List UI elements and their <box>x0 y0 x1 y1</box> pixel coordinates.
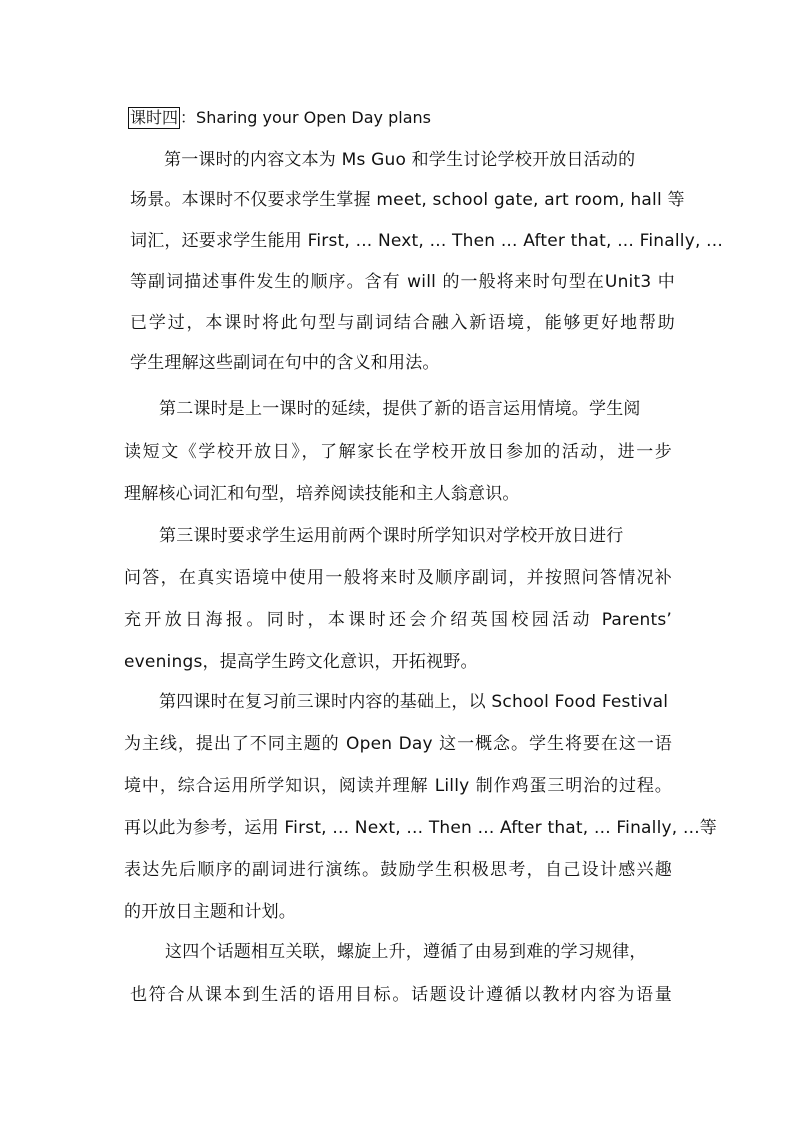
paragraph-line: 学生理解这些副词在句中的含义和用法。 <box>130 353 440 373</box>
paragraph-line: 场景。本课时不仅要求学生掌握 meet, school gate, art room, hall 等 <box>130 190 685 210</box>
paragraph-line: 为主线，提出了不同主题的 Open Day 这一概念。学生将要在这一语 <box>124 734 672 754</box>
paragraph-line: 再以此为参考，运用 First, ... Next, ... Then ... After that, ... Finally, ...等 <box>124 818 717 838</box>
paragraph-line: 问答，在真实语境中使用一般将来时及顺序副词，并按照问答情况补 <box>124 568 672 588</box>
lesson-title: Sharing your Open Day plans <box>196 108 431 127</box>
paragraph-line: 境中，综合运用所学知识，阅读并理解 Lilly 制作鸡蛋三明治的过程。 <box>124 776 672 796</box>
paragraph-line: 第三课时要求学生运用前两个课时所学知识对学校开放日进行 <box>159 526 624 546</box>
paragraph-line: evenings，提高学生跨文化意识，开拓视野。 <box>124 652 478 672</box>
paragraph-line: 表达先后顺序的副词进行演练。鼓励学生积极思考，自己设计感兴趣 <box>124 860 672 880</box>
lesson-label-box: 课时四 <box>130 108 179 127</box>
paragraph-line: 读短文《学校开放日》，了解家长在学校开放日参加的活动，进一步 <box>124 442 672 462</box>
lesson-heading <box>128 106 431 130</box>
paragraph-line: 充开放日海报。同时，本课时还会介绍英国校园活动 Parents’ <box>124 610 672 630</box>
paragraph-line: 等副词描述事件发生的顺序。含有 will 的一般将来时句型在Unit3 中 <box>130 272 675 292</box>
paragraph-line: 第四课时在复习前三课时内容的基础上，以 School Food Festival <box>159 692 669 712</box>
paragraph-line: 词汇，还要求学生能用 First, ... Next, ... Then ... After that, ... Finally, ... <box>130 231 723 251</box>
paragraph-line: 的开放日主题和计划。 <box>124 902 296 922</box>
paragraph-line: 第一课时的内容文本为 Ms Guo 和学生讨论学校开放日活动的 <box>164 150 636 170</box>
paragraph-line: 理解核心词汇和句型，培养阅读技能和主人翁意识。 <box>124 484 520 504</box>
paragraph-line: 这四个话题相互关联，螺旋上升，遵循了由易到难的学习规律， <box>165 942 647 962</box>
heading-separator: ： <box>180 108 197 127</box>
paragraph-line: 也符合从课本到生活的语用目标。话题设计遵循以教材内容为语量 <box>130 985 672 1005</box>
paragraph-line: 第二课时是上一课时的延续，提供了新的语言运用情境。学生阅 <box>159 399 641 419</box>
paragraph-line: 已学过，本课时将此句型与副词结合融入新语境，能够更好地帮助 <box>130 313 675 333</box>
